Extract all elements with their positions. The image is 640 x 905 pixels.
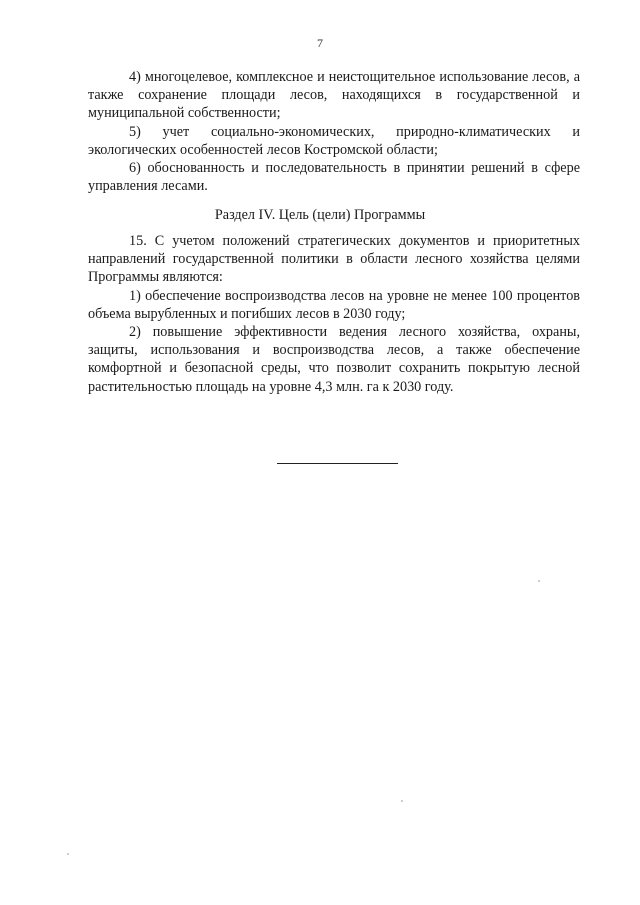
principles-list: [88, 68, 580, 195]
scan-speck: [538, 580, 540, 582]
program-goals: [88, 232, 580, 396]
goal-item-1: 1) обеспечение воспроизводства лесов на уровне не менее 100 процентов объема вырубленных и погибших лесов в 2030 году;: [88, 287, 580, 322]
goal-item-2: 2) повышение эффективности ведения лесного хозяйства, охраны, защиты, использования и воспроизводства лесов, а также обеспечение комфортной и безопасной среды, что позволит сохранить покрытую лесной растительностью площадь на уровне 4,3 млн. га к 2030 году.: [88, 324, 580, 395]
goals-intro: 15. С учетом положений стратегических документов и приоритетных направлений государственной политики в области лесного хозяйства целями Программы являются:: [88, 233, 580, 286]
scan-speck: [67, 853, 69, 855]
principle-item-6: 6) обоснованность и последовательность в принятии решений в сфере управления лесами.: [88, 160, 580, 195]
end-divider: [277, 463, 398, 464]
scan-speck: [401, 800, 403, 802]
section-heading: Раздел IV. Цель (цели) Программы: [214, 207, 426, 223]
page-number: 7: [317, 36, 323, 50]
principle-item-4: 4) многоцелевое, комплексное и неистощительное использование лесов, а также сохранение площади лесов, находящихся в государственной и муниципальной собственности;: [88, 69, 580, 122]
principle-item-5: 5) учет социально-экономических, природно-климатических и экологических особенностей лесов Костромской области;: [88, 123, 580, 158]
